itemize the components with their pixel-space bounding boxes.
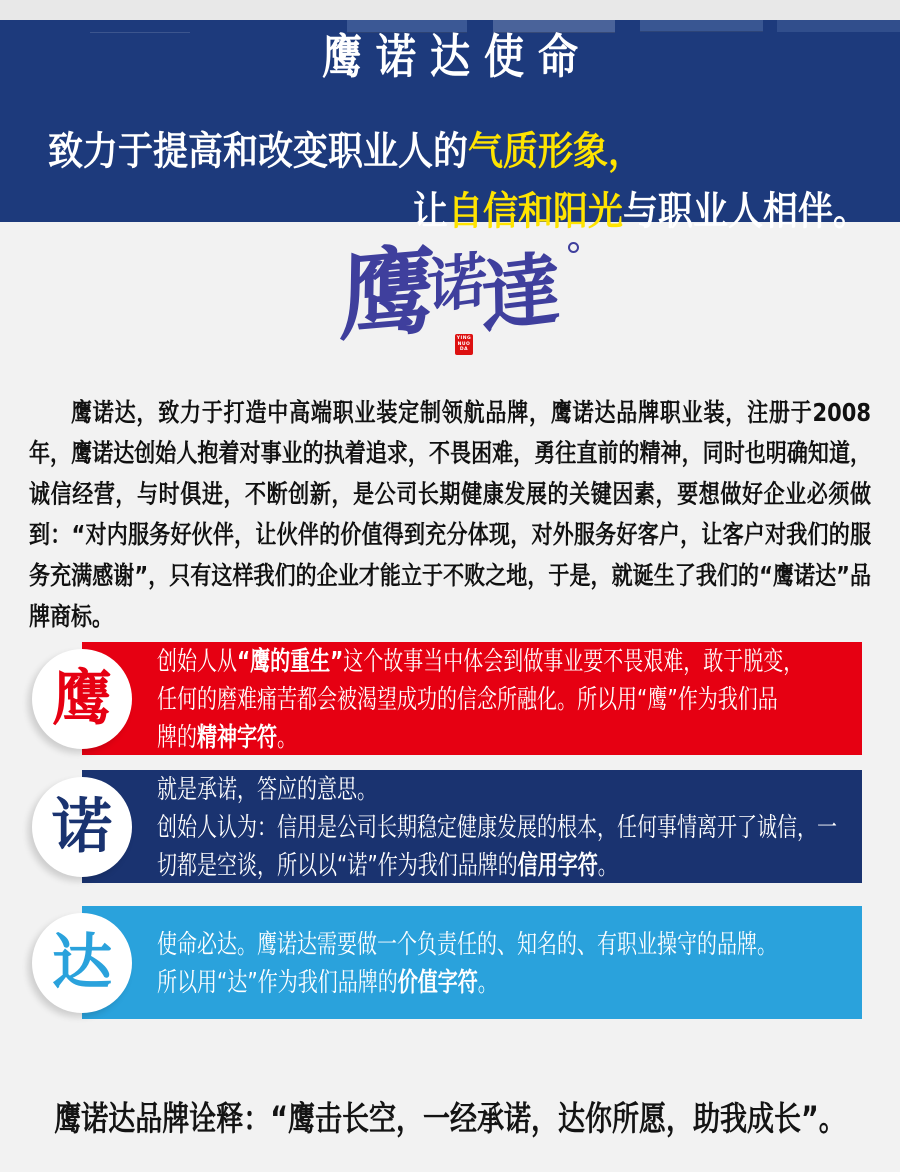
banner-segment: 这个故事当中体会到做事业要不畏艰难，敢于脱变，	[343, 644, 804, 677]
trademark-circle-icon	[568, 242, 579, 253]
banner-circle-da	[32, 913, 132, 1013]
banner-segment: 。	[277, 720, 297, 753]
logo-char-ying: 鹰	[338, 233, 436, 355]
banner-segment: 。	[597, 848, 618, 881]
mission-line-1	[48, 121, 900, 177]
banner-circle-char: 鹰	[52, 663, 112, 734]
intro-paragraph: 鹰诺达，致力于打造中高端职业装定制领航品牌，鹰诺达品牌职业装，注册于2008年，鹰诺达创始人抱着对事业的执着追求，不畏困难，勇往直前的精神，同时也明确知道，诚信经营，与时俱进，不断创新，是公司长期健康发展的关键因素，要想做好企业必须做到：“对内服务好伙伴，让伙伴的价值得到充分体现，对外服务好客户，让客户对我们的服务充满感谢”，只有这样我们的企业才能立于不败之地，于是，就诞生了我们的“鹰诺达”品牌商标。	[29, 398, 871, 631]
seal-line: NUO	[457, 341, 471, 347]
mission-line-2-highlight: 自信和阳光	[447, 189, 623, 235]
banner-line	[157, 957, 862, 1006]
banner-segment: 牌的	[157, 720, 197, 753]
banner-segment-bold: 信用字符	[517, 848, 598, 881]
logo-char-nuo: 诺	[427, 244, 487, 324]
banner-segment-bold: 价值字符	[397, 965, 478, 998]
banner-segment: 使命必达。鹰诺达需要做一个负责任的、知名的、有职业操守的品牌。	[157, 927, 777, 960]
mission-line-1-text: 致力于提高和改变职业人的	[48, 129, 469, 175]
brand-seal-stamp	[455, 334, 473, 355]
banner-circle-char: 诺	[52, 791, 112, 862]
mission-line-2	[0, 181, 868, 237]
brand-banner-nuo	[52, 770, 862, 883]
brand-banner-da	[52, 906, 862, 1019]
brand-logo	[325, 233, 575, 368]
banner-segment-bold: “鹰的重生”	[237, 644, 344, 677]
banner-segment: 所以用“达”作为我们品牌的	[157, 965, 398, 998]
mission-page	[0, 20, 900, 1172]
banner-line	[157, 840, 862, 889]
page-title: 鹰诺达使命	[322, 30, 592, 85]
banner-circle-char: 达	[52, 927, 112, 998]
mission-line-1-highlight: 气质形象，	[468, 129, 644, 175]
banner-segment: 创始人认为：信用是公司长期稳定健康发展的根本，任何事情离开了诚信，一	[157, 810, 837, 843]
seal-line: YING	[456, 336, 472, 341]
banner-text-ying	[82, 642, 862, 756]
banner-circle-nuo	[32, 777, 132, 877]
mission-line-2-text-end: 与职业人相伴。	[622, 189, 868, 235]
banner-circle-ying	[32, 649, 132, 749]
banner-segment: 创始人从	[157, 644, 237, 677]
banner-segment-bold: 精神字符	[197, 720, 277, 753]
banner-segment: 切都是空谈，所以以“诺”作为我们品牌的	[157, 848, 518, 881]
logo-char-da: 達	[480, 241, 562, 346]
banner-text-nuo	[82, 770, 862, 884]
seal-line: DA	[459, 347, 469, 353]
banner-segment: 就是承诺，答应的意思。	[157, 772, 377, 805]
banner-segment: 任何的磨难痛苦都会被渴望成功的信念所融化。所以用“鹰”作为我们品	[157, 682, 778, 715]
brand-banner-ying	[52, 642, 862, 755]
banner-line	[157, 712, 862, 761]
mission-line-2-text-start: 让	[412, 189, 448, 235]
brand-tagline: 鹰诺达品牌诠释：“鹰击长空，一经承诺，达你所愿，助我成长”。	[54, 1099, 846, 1139]
banner-text-da	[82, 925, 862, 1001]
banner-segment: 。	[477, 965, 498, 998]
header-banner	[0, 20, 900, 235]
